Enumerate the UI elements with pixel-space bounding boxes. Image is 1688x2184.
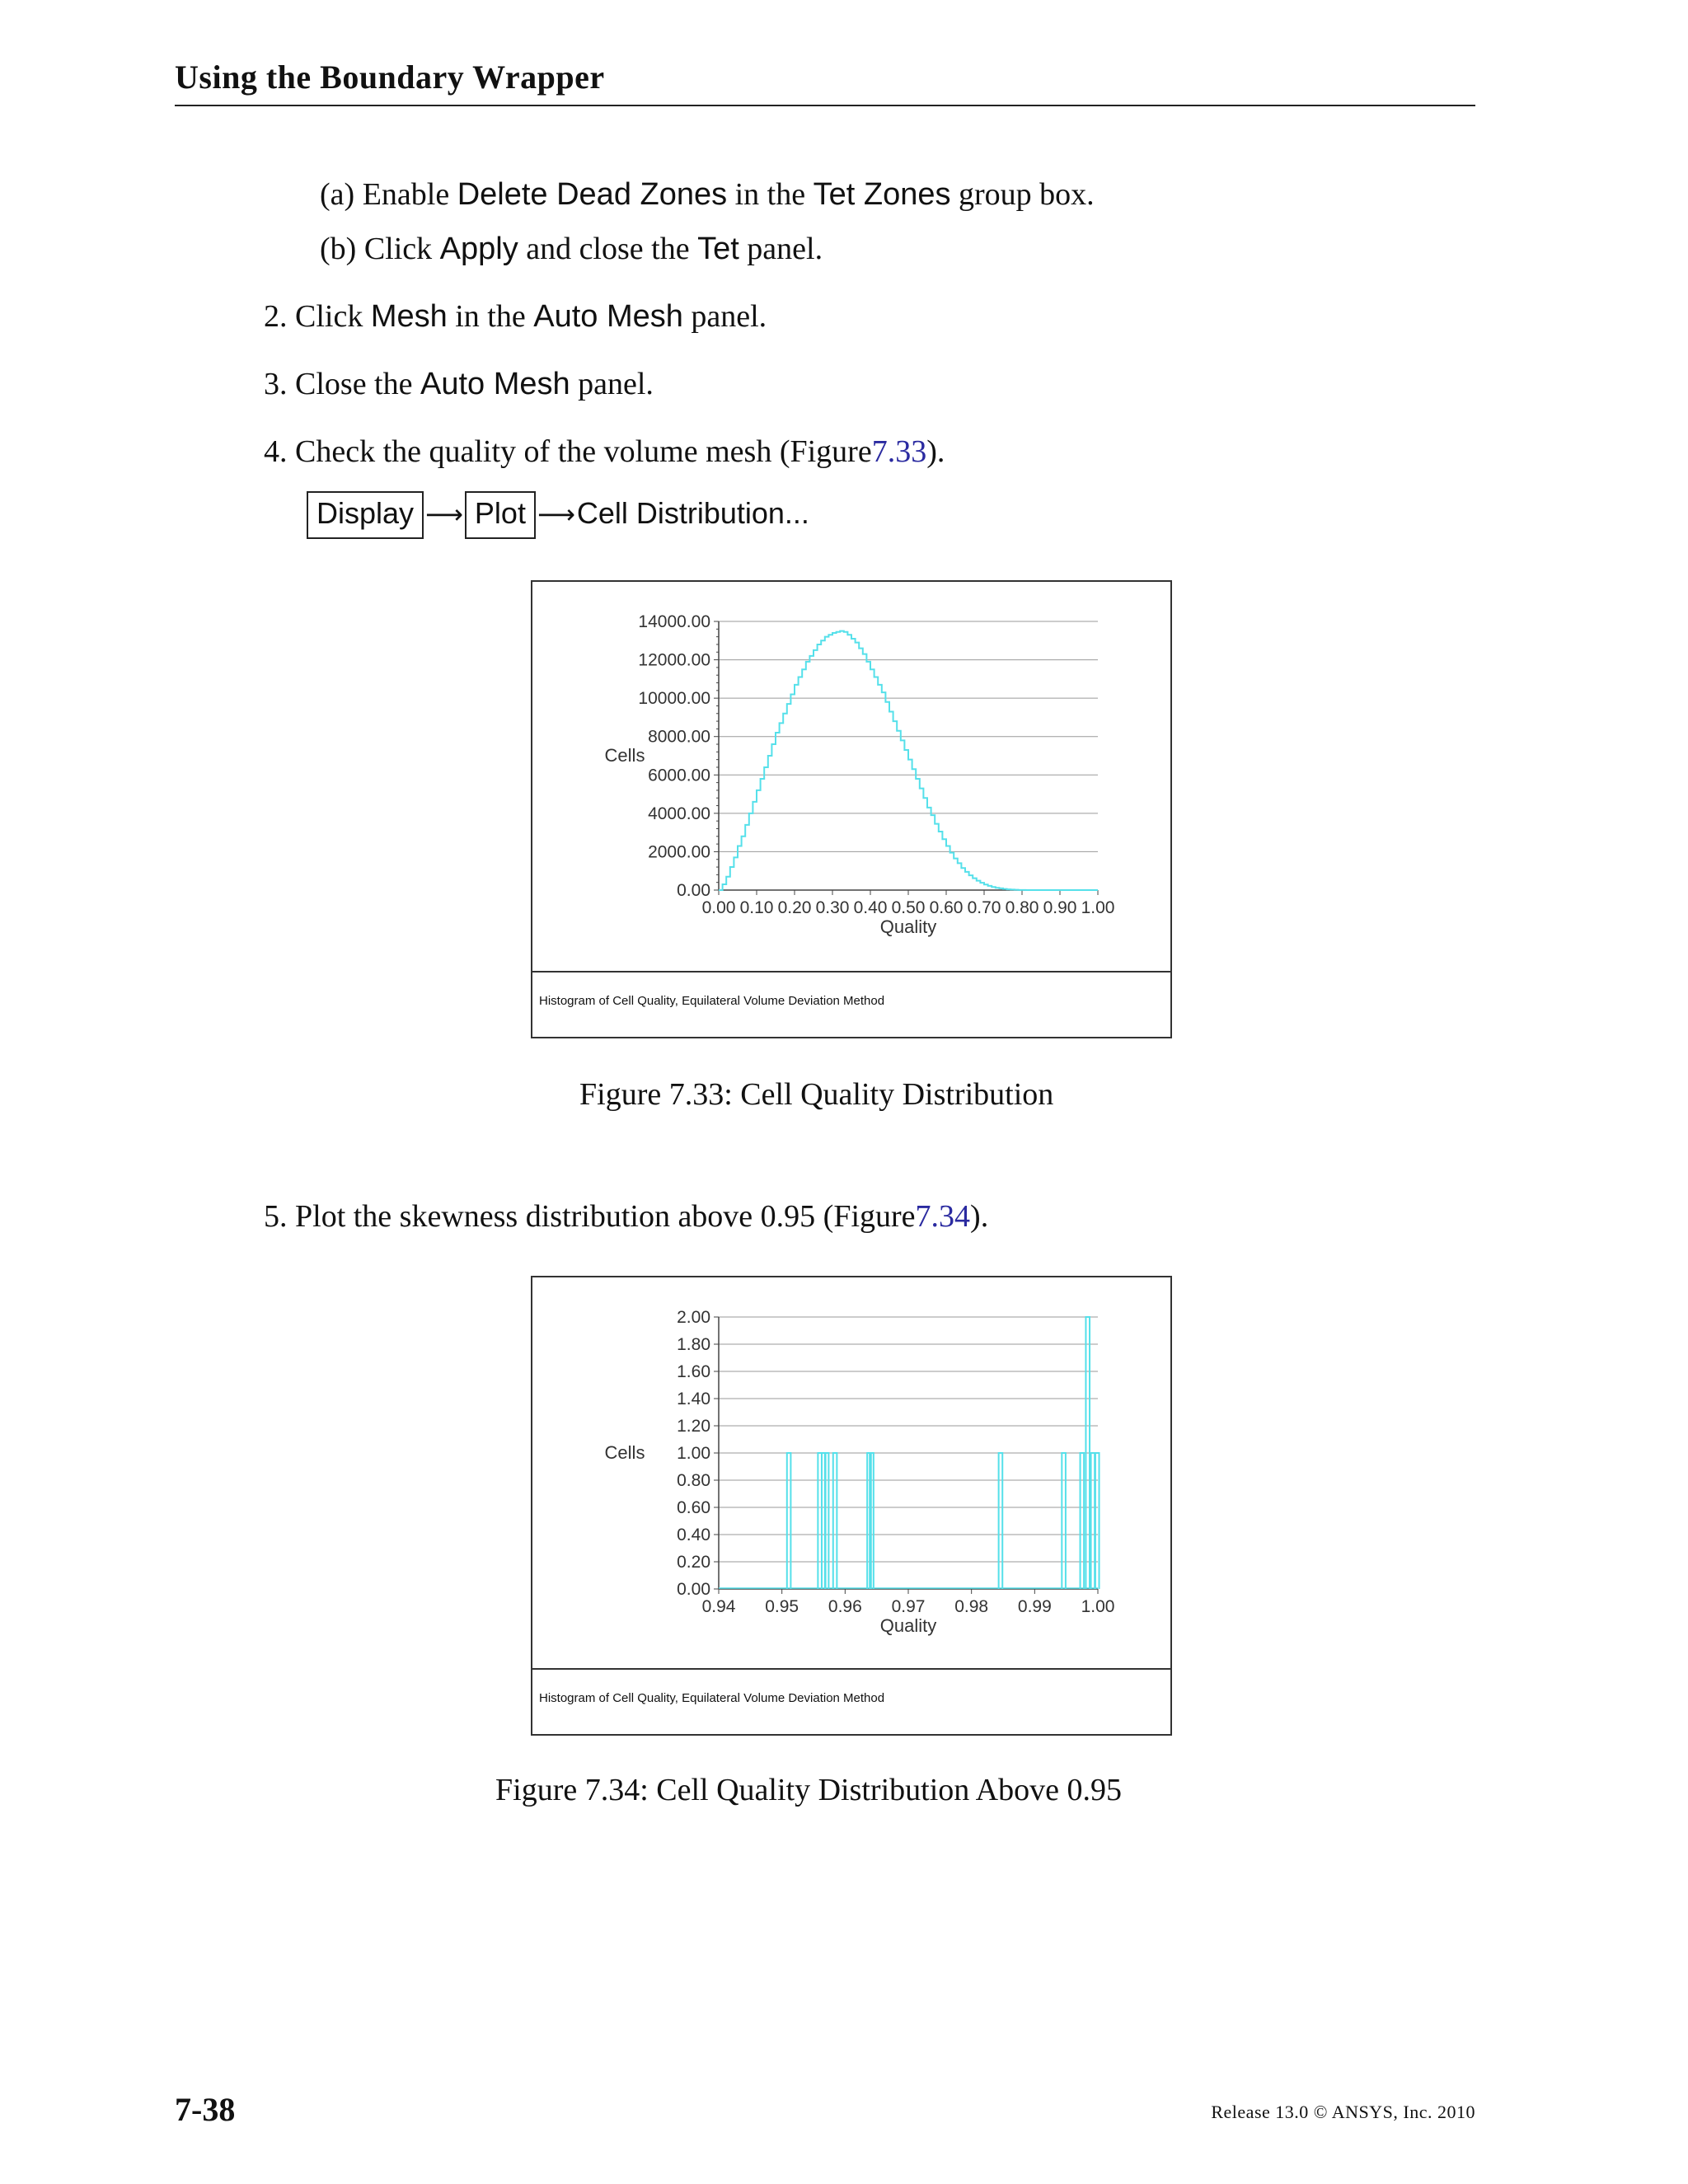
histogram-bar: [1081, 1453, 1085, 1589]
step-text: panel.: [747, 232, 823, 266]
y-tick-label: 0.80: [677, 1471, 710, 1490]
figure-link-7-34[interactable]: 7.34: [915, 1199, 971, 1234]
histogram-bin: [878, 685, 882, 890]
step-4: [264, 434, 945, 470]
histogram-bin: [901, 740, 905, 890]
histogram-bin: [874, 677, 879, 890]
step-text: Plot the skewness distribution above 0.95 (Figure: [295, 1199, 916, 1234]
histogram-bin: [859, 649, 863, 890]
figure-footer: [532, 1668, 1170, 1734]
ui-label-auto-mesh: Auto Mesh: [533, 299, 683, 334]
y-tick-label: 10000.00: [638, 689, 710, 709]
y-axis-title: Cells: [604, 745, 645, 766]
histogram-bin: [920, 789, 924, 890]
arrow-right-icon: ⟶: [537, 499, 575, 530]
step-number: 3.: [264, 367, 288, 401]
figure-caption: Figure 7.34: Cell Quality Distribution Above 0.95: [495, 1773, 1122, 1807]
histogram-bin: [768, 756, 772, 890]
y-tick-label: 0.20: [677, 1553, 710, 1572]
page-number: 7-38: [175, 2091, 236, 2128]
histogram-outline: [719, 631, 1098, 890]
y-tick-label: 2.00: [677, 1308, 710, 1327]
histogram-bin: [814, 650, 818, 890]
x-tick-label: 1.00: [1081, 1597, 1115, 1616]
substep-marker: (b): [320, 232, 357, 266]
y-tick-label: 0.00: [677, 1580, 710, 1599]
step-text: group box.: [958, 177, 1095, 212]
ui-label-apply: Apply: [439, 232, 518, 266]
ui-label-tet: Tet: [697, 232, 739, 266]
ui-label-delete-dead-zones: Delete Dead Zones: [457, 177, 728, 212]
x-tick-label: 0.30: [815, 898, 850, 917]
y-tick-label: 14000.00: [638, 612, 710, 631]
y-tick-label: 8000.00: [648, 727, 710, 747]
y-tick-label: 1.80: [677, 1335, 710, 1354]
x-tick-label: 0.97: [891, 1597, 926, 1616]
histogram-bin: [809, 656, 814, 890]
x-tick-label: 0.98: [954, 1597, 989, 1616]
histogram-bar: [999, 1453, 1003, 1589]
x-tick-label: 0.40: [853, 898, 888, 917]
histogram-bin: [916, 779, 920, 890]
x-tick-label: 0.96: [828, 1597, 862, 1616]
step-text: ).: [970, 1199, 989, 1234]
histogram-bin: [931, 815, 935, 890]
x-tick-label: 1.00: [1081, 898, 1115, 917]
step-5: [264, 1198, 988, 1235]
histogram-bin: [912, 769, 917, 890]
histogram-bin: [863, 654, 867, 890]
x-tick-label: 0.20: [777, 898, 812, 917]
y-tick-label: 12000.00: [638, 650, 710, 670]
x-axis-title: Quality: [879, 1615, 937, 1636]
figure-link-7-33[interactable]: 7.33: [871, 434, 927, 469]
step-text: Click: [295, 299, 363, 334]
step-text: in the: [734, 177, 806, 212]
histogram-bin: [866, 662, 870, 890]
y-tick-label: 0.40: [677, 1526, 710, 1544]
y-tick-label: 0.60: [677, 1498, 710, 1517]
histogram-bin: [761, 779, 765, 890]
step-text: Click: [363, 232, 433, 266]
histogram-bin: [776, 733, 780, 890]
histogram-bin: [908, 760, 912, 890]
step-text: and close the: [526, 232, 690, 266]
y-tick-label: 0.00: [677, 881, 710, 900]
menu-path: [307, 491, 809, 539]
figure-caption: Figure 7.33: Cell Quality Distribution: [579, 1077, 1054, 1112]
x-tick-label: 0.00: [701, 898, 736, 917]
histogram-bin: [882, 692, 886, 890]
histogram-bin: [795, 685, 799, 890]
histogram-bar: [1062, 1453, 1066, 1589]
histogram-bin: [897, 731, 901, 890]
step-text: ).: [926, 434, 945, 469]
histogram-bar: [825, 1453, 829, 1589]
histogram-bin: [818, 644, 822, 890]
release-note: Release 13.0 © ANSYS, Inc. 2010: [1211, 2102, 1475, 2122]
histogram-bar: [1091, 1453, 1095, 1589]
histogram-bin: [923, 798, 927, 890]
x-tick-label: 0.95: [765, 1597, 799, 1616]
histogram-bar: [1095, 1453, 1100, 1589]
histogram-bin: [904, 750, 908, 890]
histogram-bin: [764, 767, 768, 890]
ui-label-tet-zones: Tet Zones: [813, 177, 951, 212]
histogram-bar: [833, 1453, 837, 1589]
x-tick-label: 0.94: [701, 1597, 736, 1616]
y-tick-label: 1.00: [677, 1444, 710, 1463]
histogram-bin: [942, 839, 946, 890]
histogram-bin: [889, 711, 893, 890]
y-tick-label: 1.40: [677, 1390, 710, 1408]
histogram-bin: [780, 723, 784, 890]
x-axis-title: Quality: [879, 916, 937, 937]
substep-marker: (a): [320, 177, 355, 212]
histogram-bin: [856, 643, 860, 890]
step-3: [264, 366, 654, 402]
step-text: Check the quality of the volume mesh (Figure: [295, 434, 872, 469]
histogram-bin: [787, 704, 791, 890]
figure-footer-text: Histogram of Cell Quality, Equilateral Volume Deviation Method: [539, 1691, 885, 1705]
histogram-bin: [757, 790, 761, 890]
histogram-bin: [927, 808, 931, 890]
y-tick-label: 2000.00: [648, 842, 710, 862]
running-head: Using the Boundary Wrapper: [175, 59, 605, 96]
ui-label-mesh: Mesh: [370, 299, 448, 334]
histogram-bin: [885, 702, 889, 890]
x-tick-label: 0.90: [1043, 898, 1077, 917]
y-tick-label: 1.20: [677, 1417, 710, 1436]
histogram-bin: [851, 639, 856, 890]
figure-footer: [532, 971, 1170, 1037]
step-text: panel.: [691, 299, 767, 334]
step-number: 2.: [264, 299, 288, 334]
histogram-bin: [870, 669, 874, 890]
x-tick-label: 0.60: [929, 898, 964, 917]
cell-quality-histogram: [532, 582, 1170, 971]
x-tick-label: 0.99: [1017, 1597, 1052, 1616]
menu-item-display: Display: [307, 491, 424, 539]
histogram-bin: [771, 744, 776, 890]
figure-7-34: [531, 1276, 1172, 1736]
cell-quality-above-095-histogram: [532, 1277, 1170, 1668]
menu-item-cell-distribution: Cell Distribution...: [576, 496, 809, 530]
histogram-bin: [802, 669, 806, 890]
step-2: [264, 298, 767, 335]
step-text: panel.: [578, 367, 654, 401]
arrow-right-icon: ⟶: [425, 499, 463, 530]
substep-a: [320, 176, 1095, 213]
histogram-bin: [939, 832, 943, 890]
header-rule: [175, 105, 1475, 106]
y-tick-label: 1.60: [677, 1362, 710, 1381]
histogram-bar: [787, 1453, 791, 1589]
x-tick-label: 0.70: [967, 898, 1001, 917]
y-axis-title: Cells: [604, 1442, 645, 1463]
histogram-bin: [790, 694, 795, 890]
step-text: Enable: [362, 177, 450, 212]
substep-b: [320, 231, 823, 267]
ui-label-auto-mesh: Auto Mesh: [420, 367, 570, 401]
y-tick-label: 4000.00: [648, 804, 710, 823]
histogram-bin: [821, 640, 825, 890]
histogram-bin: [840, 631, 844, 890]
histogram-bin: [893, 721, 898, 890]
x-tick-label: 0.50: [891, 898, 926, 917]
menu-item-plot: Plot: [465, 491, 536, 539]
histogram-bin: [799, 677, 803, 890]
figure-7-33: [531, 580, 1172, 1038]
step-text: Close the: [295, 367, 413, 401]
histogram-bin: [806, 662, 810, 890]
histogram-bin: [935, 824, 939, 890]
x-tick-label: 0.10: [739, 898, 774, 917]
figure-footer-text: Histogram of Cell Quality, Equilateral Volume Deviation Method: [539, 994, 885, 1008]
histogram-bin: [783, 714, 787, 890]
step-number: 5.: [264, 1199, 288, 1234]
step-text: in the: [455, 299, 526, 334]
x-tick-label: 0.80: [1005, 898, 1039, 917]
y-tick-label: 6000.00: [648, 766, 710, 785]
histogram-bin: [753, 802, 757, 890]
step-number: 4.: [264, 434, 288, 469]
